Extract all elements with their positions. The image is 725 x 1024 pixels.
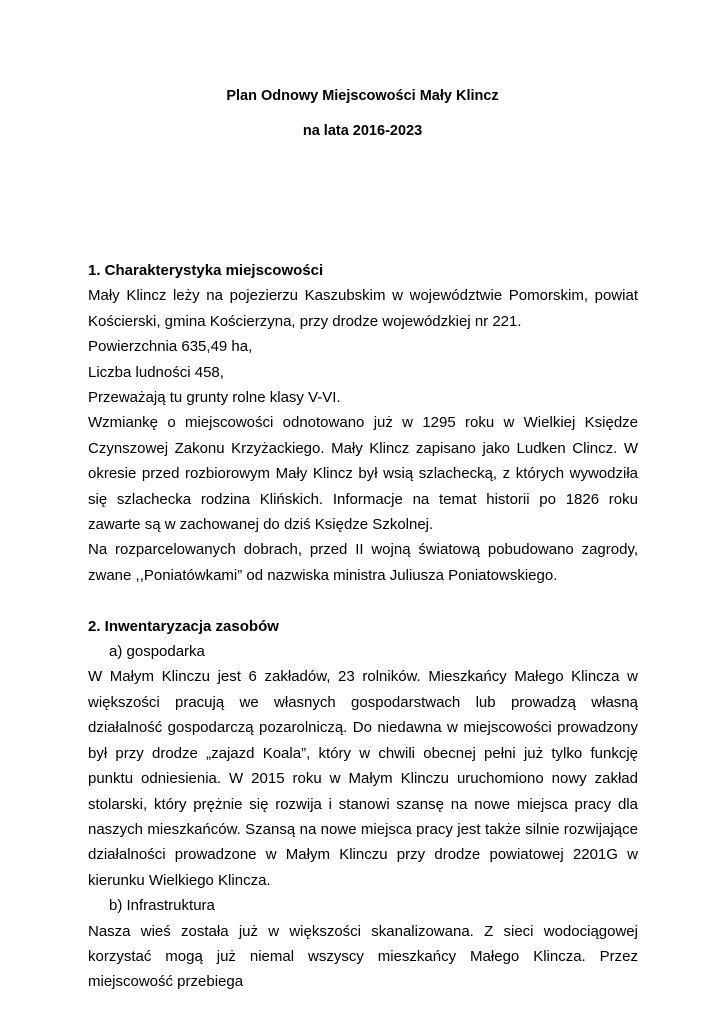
spacer xyxy=(88,588,638,613)
paragraph: W Małym Klinczu jest 6 zakładów, 23 rolników. Mieszkańcy Małego Klincza w większości pracują we własnych gospodarstwach lub prowadzą własną działalność gospodarczą pozarolniczą. Do niedawna w miejscowości prowadzony był przy drodze „zajazd Koala”, który w chwili obecnej pełni już tylko funkcję punktu odniesienia. W 2015 roku w Małym Klinczu uruchomiono nowy zakład stolarski, który prężnie się rozwija i stanowi szansę na nowe miejsca pracy dla naszych mieszkańców. Szansą na nowe miejsca pracy jest także silnie rozwijające działalności prowadzone w Małym Klinczu przy drodze powiatowej 2201G w kierunku Wielkiego Klincza. xyxy=(88,668,638,889)
list-item: b) Infrastruktura xyxy=(109,897,215,915)
document-subtitle: na lata 2016-2023 xyxy=(302,123,423,139)
document-title: Plan Odnowy Miejscowości Mały Klincz xyxy=(226,88,499,104)
paragraph: Przeważają tu grunty rolne klasy V-VI. xyxy=(88,389,341,407)
paragraph: Liczba ludności 458, xyxy=(88,363,224,381)
list-item: a) gospodarka xyxy=(109,643,205,661)
paragraph: Powierzchnia 635,49 ha, xyxy=(88,338,253,356)
document-body xyxy=(88,258,638,995)
paragraph: Nasza wieś została już w większości skanalizowana. Z sieci wodociągowej korzystać mogą już niemal wszyscy mieszkańcy Małego Klincza. Przez miejscowość przebiega xyxy=(88,922,638,991)
paragraph: Na rozparcelowanych dobrach, przed II wojną światową pobudowano zagrody, zwane ,,Poniatówkami” od nazwiska ministra Juliusza Poniatowskiego. xyxy=(88,541,638,584)
paragraph: Mały Klincz leży na pojezierzu Kaszubskim w województwie Pomorskim, powiat Kościerski, gmina Kościerzyna, przy drodze wojewódzkiej nr 221. xyxy=(88,287,638,330)
section-heading: 1. Charakterystyka miejscowości xyxy=(88,262,324,279)
section-heading: 2. Inwentaryzacja zasobów xyxy=(88,617,279,635)
paragraph: Wzmiankę o miejscowości odnotowano już w 1295 roku w Wielkiej Księdze Czynszowej Zakonu Krzyżackiego. Mały Klincz zapisano jako Ludken Clincz. W okresie przed rozbiorowym Mały Klincz był wsią szlachecką, z których wywodziła się szlachecka rodzina Klińskich. Informacje na temat historii po 1826 roku zawarte są w zachowanej do dziś Księdze Szkolnej. xyxy=(88,414,638,534)
